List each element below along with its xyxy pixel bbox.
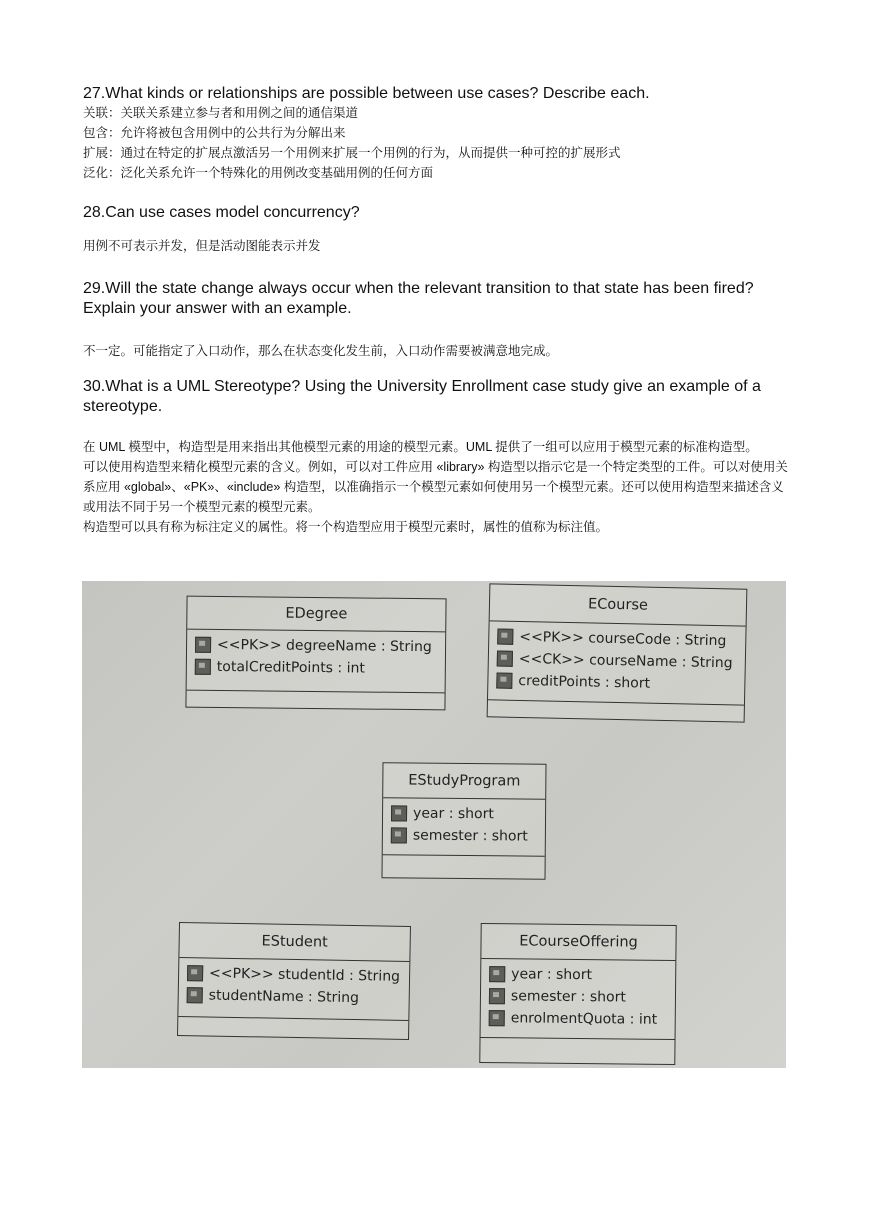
class-attribute: <<PK>> degreeName : String [195,634,437,659]
class-attribute: <<PK>> courseCode : String [497,625,737,652]
class-attribute: year : short [391,802,537,825]
class-edegree [185,596,446,711]
class-attributes [488,621,746,705]
attribute-icon [489,966,505,982]
question-28: 28.Can use cases model concurrency? [83,204,360,221]
attribute-icon [391,805,407,821]
answer-28 [83,236,789,256]
class-estudent [177,922,411,1040]
class-estudyprogram [381,762,546,879]
class-attribute: semester : short [489,985,667,1009]
attribute-key-icon [187,965,203,981]
attribute-icon [489,1010,505,1026]
attribute-icon [195,659,211,675]
answer-paragraph: 可以使用构造型来精化模型元素的含义。例如，可以对工件应用 «library» 构造型以指示它是一个特定类型的工件。可以对使用关系应用 «global»、«PK»、«include» 构造型，以准确指示一个模型元素如何使用另一个模型元素。还可以使用构造型来描述含义或用法不同于另一个模型元素的模型元素。 [83,460,788,514]
answer-line: 不一定。可能指定了入口动作，那么在状态变化发生前，入口动作需要被满意地完成。 [83,344,559,358]
answer-line: 包含：允许将被包含用例中的公共行为分解出来 [83,126,346,140]
answer-paragraph: 构造型可以具有称为标注定义的属性。将一个构造型应用于模型元素时，属性的值称为标注值。 [83,520,609,534]
answer-line: 关联：关联关系建立参与者和用例之间的通信渠道 [83,106,359,120]
class-operations [186,691,444,710]
class-attribute: studentName : String [187,984,401,1010]
class-attribute: creditPoints : short [496,669,736,696]
class-attribute: <<PK>> studentId : String [187,962,401,988]
class-name: ECourseOffering [481,924,675,961]
class-attributes [178,958,409,1021]
class-attribute: year : short [489,963,667,987]
answer-29 [83,341,789,361]
attribute-icon [187,987,203,1003]
question-30: 30.What is a UML Stereotype? Using the University Enrollment case study give an example of a stereotype. [83,378,761,415]
answer-line: 泛化：泛化关系允许一个特殊化的用例改变基础用例的任何方面 [83,166,434,180]
answer-paragraph: 在 UML 模型中，构造型是用来指出其他模型元素的用途的模型元素。UML 提供了一组可以应用于模型元素的标准构造型。 [83,440,758,454]
class-operations [178,1017,408,1039]
class-attribute: <<CK>> courseName : String [497,647,737,674]
class-attributes [481,959,676,1040]
answer-30 [83,437,789,537]
class-ecourse [487,583,748,722]
class-attribute: enrolmentQuota : int [489,1007,667,1031]
class-operations [383,855,545,878]
attribute-icon [391,827,407,843]
attribute-icon [489,988,505,1004]
class-attributes [187,630,446,694]
answer-line: 用例不可表示并发，但是活动图能表示并发 [83,239,321,253]
class-operations [480,1038,674,1064]
question-29: 29.Will the state change always occur when the relevant transition to that state has been fired? Explain your answer with an example. [83,280,754,317]
class-name: EStudyProgram [383,763,545,799]
answer-27 [83,103,789,183]
class-attribute: totalCreditPoints : int [195,656,437,681]
answer-line: 扩展：通过在特定的扩展点激活另一个用例来扩展一个用例的行为，从而提供一种可控的扩展形式 [83,146,621,160]
attribute-key-icon [497,628,513,644]
class-ecourseoffering [479,923,676,1065]
attribute-key-icon [497,650,513,666]
uml-class-diagram-photo [82,581,786,1068]
question-27: 27.What kinds or relationships are possible between use cases? Describe each. [83,85,650,102]
class-name: EDegree [187,597,445,633]
class-name: EStudent [179,923,410,962]
attribute-icon [496,672,512,688]
class-attribute: semester : short [391,824,537,847]
class-name: ECourse [490,584,747,626]
attribute-key-icon [195,637,211,653]
class-attributes [383,798,545,856]
